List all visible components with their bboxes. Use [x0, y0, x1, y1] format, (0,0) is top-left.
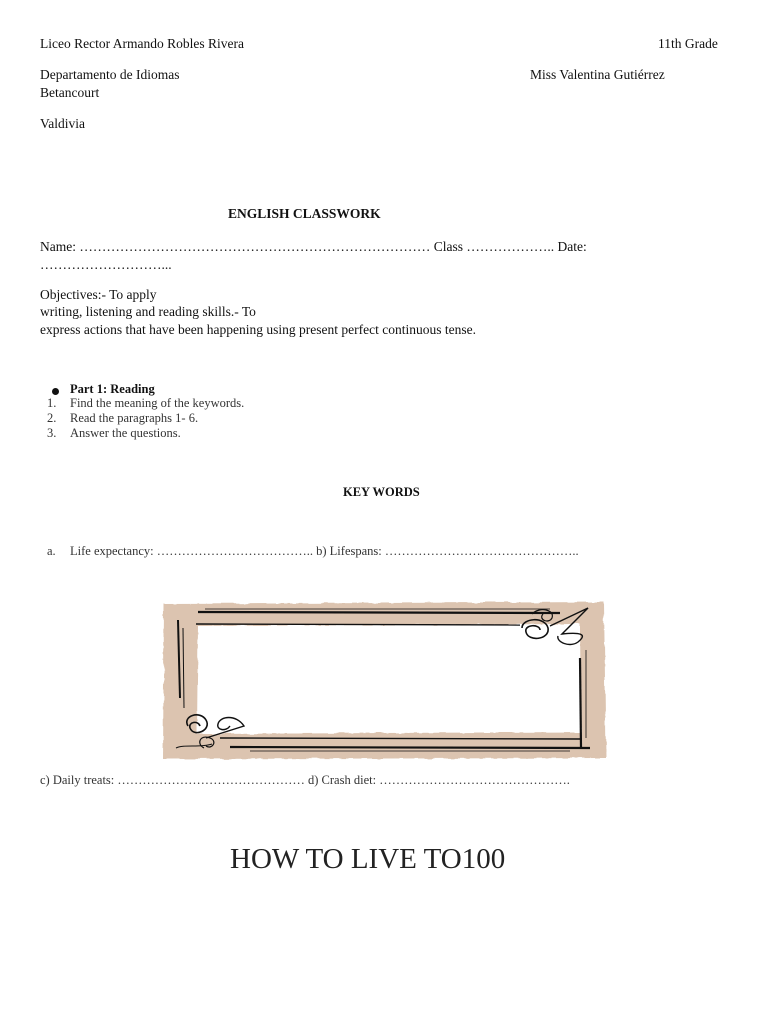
bullet-icon	[52, 388, 59, 395]
list-item-2: Read the paragraphs 1- 6.	[70, 411, 199, 425]
list-item-1: Find the meaning of the keywords.	[70, 396, 245, 410]
objectives-line-1: Objectives:- To apply	[40, 287, 157, 302]
date-line-continued: ………………………...	[40, 257, 172, 272]
objectives-line-2: writing, listening and reading skills.- To	[40, 304, 256, 319]
list-number-1: 1.	[47, 396, 57, 410]
part1-heading: Part 1: Reading	[70, 382, 155, 396]
school-name: Liceo Rector Armando Robles Rivera	[40, 36, 244, 51]
city-name: Valdivia	[40, 116, 85, 131]
list-number-3: 3.	[47, 426, 57, 440]
teacher-name: Miss Valentina Gutiérrez	[530, 67, 665, 82]
keywords-line-cd: c) Daily treats: ……………………………………… d) Crash diet: ……………………………………….	[40, 773, 570, 787]
name-class-date-line: Name: …………………………………………………………………… Class ……………….. Date:	[40, 239, 587, 254]
list-item-3: Answer the questions.	[70, 426, 181, 440]
list-number-2: 2.	[47, 411, 57, 425]
department-name: Departamento de Idiomas	[40, 67, 180, 82]
objectives-line-3: express actions that have been happening using present perfect continuous tense.	[40, 322, 476, 337]
keyword-a-marker: a.	[47, 544, 56, 558]
keywords-line-ab: Life expectancy: ……………………………….. b) Lifespans: ………………………………………..	[70, 544, 579, 558]
teacher-name-continued: Betancourt	[40, 85, 100, 100]
decorative-frame-image	[160, 598, 608, 762]
keywords-heading: KEY WORDS	[343, 485, 420, 499]
document-title: ENGLISH CLASSWORK	[228, 206, 381, 221]
grade-label: 11th Grade	[658, 36, 718, 51]
reading-title: HOW TO LIVE TO100	[230, 843, 506, 875]
